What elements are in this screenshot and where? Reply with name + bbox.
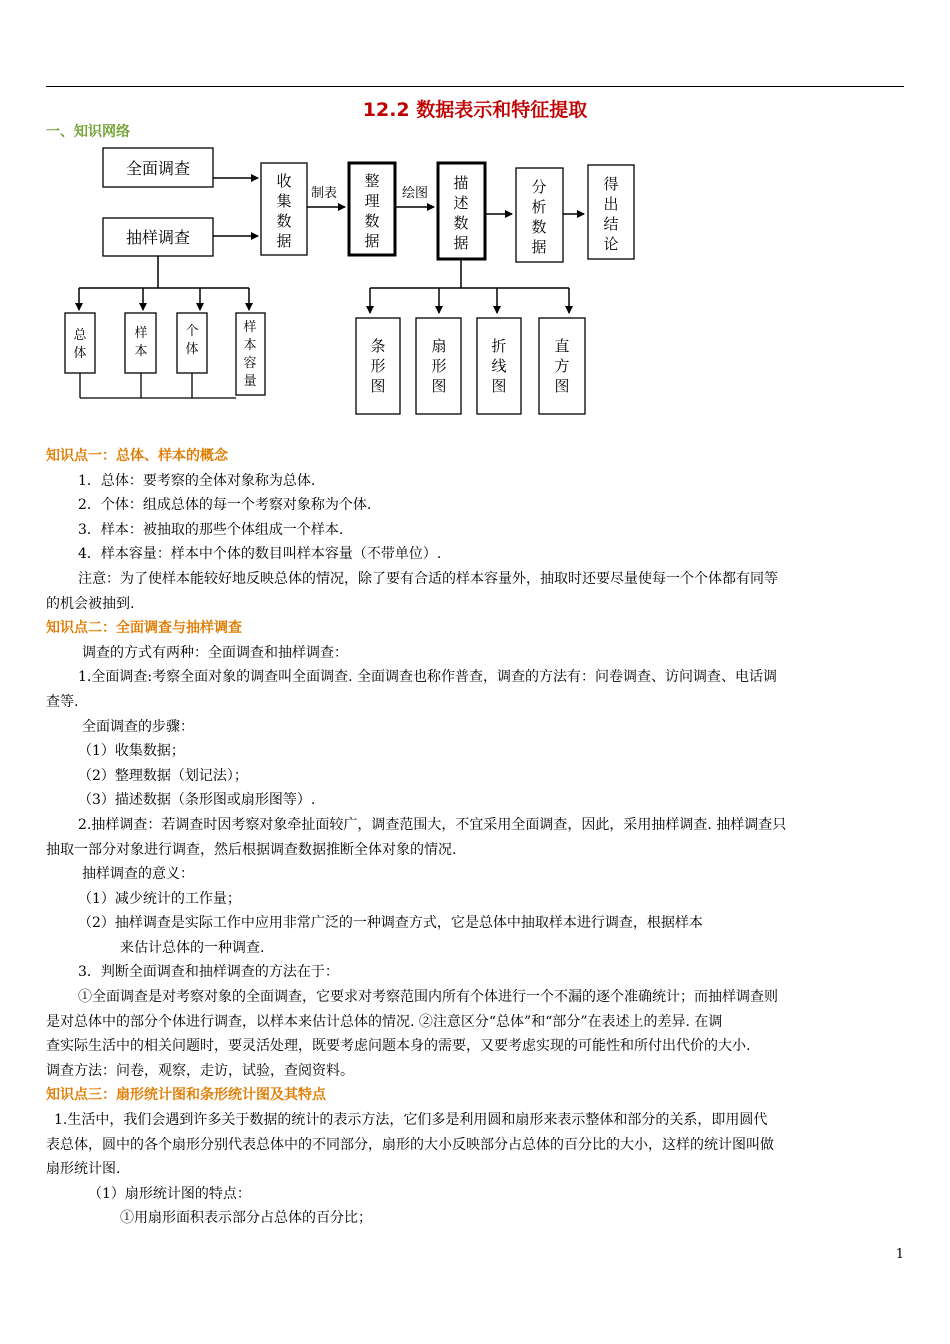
text-line: 是对总体中的部分个体进行调查，以样本来估计总体的情况. ②注意区分“总体”和“部分”在表述上的差异. 在调 <box>46 1013 723 1030</box>
text-line: 表总体，圆中的各个扇形分别代表总体中的不同部分，扇形的大小反映部分占总体的百分比的大小，这样的统计图叫做 <box>46 1136 774 1153</box>
svg-text:出: 出 <box>603 195 619 213</box>
svg-text:图: 图 <box>554 377 570 395</box>
text-line: 2．个体：组成总体的每一个考察对象称为个体. <box>78 497 372 514</box>
text-line: 扇形统计图. <box>46 1161 121 1178</box>
svg-text:据: 据 <box>531 238 547 256</box>
svg-text:直: 直 <box>554 337 570 355</box>
svg-text:图: 图 <box>431 377 447 395</box>
svg-text:样: 样 <box>134 326 148 341</box>
text-line: （1）减少统计的工作量； <box>78 890 241 907</box>
svg-text:析: 析 <box>531 198 547 216</box>
text-line: ①全面调查是对考察对象的全面调查，它要求对考察范围内所有个体进行一个不漏的逐个准确统计；而抽样调查则 <box>78 989 778 1006</box>
text-line: 注意：为了使样本能较好地反映总体的情况，除了要有合适的样本容量外，抽取时还要尽量使每一个个体都有同等 <box>78 570 778 587</box>
page-number: 1 <box>895 1247 904 1262</box>
svg-text:理: 理 <box>364 192 380 210</box>
svg-text:量: 量 <box>243 374 257 389</box>
text-line: 3．样本：被抽取的那些个体组成一个样本. <box>78 521 344 538</box>
text-line: 3．判断全面调查和抽样调查的方法在于： <box>78 964 339 981</box>
text-line: 全面调查的步骤： <box>82 718 194 735</box>
svg-text:据: 据 <box>276 232 292 250</box>
text-line: 查实际生活中的相关问题时，要灵活处理，既要考虑问题本身的需要，又要考虑实现的可能性和所付出代价的大小. <box>46 1038 751 1055</box>
histogram-label <box>554 337 569 395</box>
svg-text:总: 总 <box>73 328 87 343</box>
text-line: 抽样调查的意义： <box>82 866 194 883</box>
knowledge-point-heading: 知识点一：总体、样本的概念 <box>46 448 228 464</box>
text-line: （2）抽样调查是实际工作中应用非常广泛的一种调查方式，它是总体中抽取样本进行调查，根据样本 <box>78 915 703 932</box>
svg-text:数: 数 <box>531 218 547 236</box>
svg-text:图: 图 <box>491 377 507 395</box>
sample-box <box>125 313 156 373</box>
text-line: 1.生活中，我们会遇到许多关于数据的统计的表示方法，它们多是利用圆和扇形来表示整体和部分的关系，即用圆代 <box>54 1112 768 1129</box>
svg-text:形: 形 <box>431 357 447 375</box>
text-line: 1．总体：要考察的全体对象称为总体. <box>78 472 316 489</box>
svg-text:述: 述 <box>453 194 469 212</box>
sample-survey-label: 抽样调查 <box>125 228 191 247</box>
page-title: 12.2 数据表示和特征提取 <box>362 99 588 121</box>
svg-text:方: 方 <box>554 357 570 375</box>
text-line: （1）扇形统计图的特点： <box>88 1185 251 1202</box>
svg-text:整: 整 <box>364 172 380 190</box>
svg-text:据: 据 <box>364 232 380 250</box>
svg-text:分: 分 <box>531 178 547 196</box>
text-line: 1.全面调查:考察全面对象的调查叫全面调查. 全面调查也称作普查，调查的方法有：问卷调查、访问调查、电话调 <box>78 669 777 686</box>
knowledge-point-heading: 知识点二：全面调查与抽样调查 <box>46 620 242 637</box>
svg-text:样: 样 <box>243 320 257 335</box>
text-line: （1）收集数据； <box>78 743 185 760</box>
svg-text:数: 数 <box>453 214 469 232</box>
svg-text:扇: 扇 <box>431 337 447 355</box>
population-box <box>65 313 95 373</box>
svg-text:图: 图 <box>370 377 386 395</box>
pie-chart-label <box>431 337 446 395</box>
svg-text:条: 条 <box>370 337 386 355</box>
svg-text:数: 数 <box>276 212 292 230</box>
bar-chart-label <box>370 337 385 395</box>
svg-text:体: 体 <box>185 342 199 357</box>
svg-text:体: 体 <box>73 346 87 361</box>
text-line: 来估计总体的一种调查. <box>120 939 265 956</box>
knowledge-network-diagram <box>0 0 950 440</box>
text-line: 4．样本容量：样本中个体的数目叫样本容量（不带单位）. <box>78 546 442 563</box>
svg-text:据: 据 <box>453 234 469 252</box>
plot-label: 绘图 <box>401 186 429 201</box>
tabulate-label: 制表 <box>310 186 338 201</box>
body-text <box>46 444 906 1231</box>
svg-text:结: 结 <box>603 215 619 233</box>
text-line: 调查的方式有两种：全面调查和抽样调查： <box>82 644 348 661</box>
svg-text:收: 收 <box>276 172 292 190</box>
svg-text:个: 个 <box>185 324 199 339</box>
text-line: 的机会被抽到. <box>46 595 135 612</box>
text-line: 抽取一部分对象进行调查，然后根据调查数据推断全体对象的情况. <box>46 841 457 858</box>
text-line: 调查方法：问卷，观察，走访，试验，查阅资料。 <box>46 1062 354 1079</box>
text-line: （2）整理数据（划记法）； <box>78 767 248 784</box>
svg-text:形: 形 <box>370 357 386 375</box>
svg-text:数: 数 <box>364 212 380 230</box>
svg-text:描: 描 <box>453 174 469 192</box>
section-heading: 一、知识网络 <box>46 124 130 140</box>
svg-text:本: 本 <box>243 338 257 353</box>
svg-text:折: 折 <box>491 337 507 355</box>
full-survey-label: 全面调查 <box>125 159 191 178</box>
text-line: ①用扇形面积表示部分占总体的百分比； <box>120 1210 372 1227</box>
svg-text:线: 线 <box>491 357 507 375</box>
svg-text:论: 论 <box>603 235 619 253</box>
svg-text:本: 本 <box>134 344 148 359</box>
line-chart-label <box>491 337 506 395</box>
knowledge-point-heading: 知识点三：扇形统计图和条形统计图及其特点 <box>46 1087 326 1104</box>
text-line: （3）描述数据（条形图或扇形图等）. <box>78 792 316 809</box>
svg-text:容: 容 <box>243 356 257 371</box>
svg-text:集: 集 <box>276 192 292 210</box>
text-line: 2.抽样调查：若调查时因考察对象牵扯面较广，调查范围大，不宜采用全面调查，因此，采用抽样调查. 抽样调查只 <box>78 816 787 833</box>
svg-text:得: 得 <box>603 175 619 193</box>
text-line: 查等. <box>46 693 79 710</box>
